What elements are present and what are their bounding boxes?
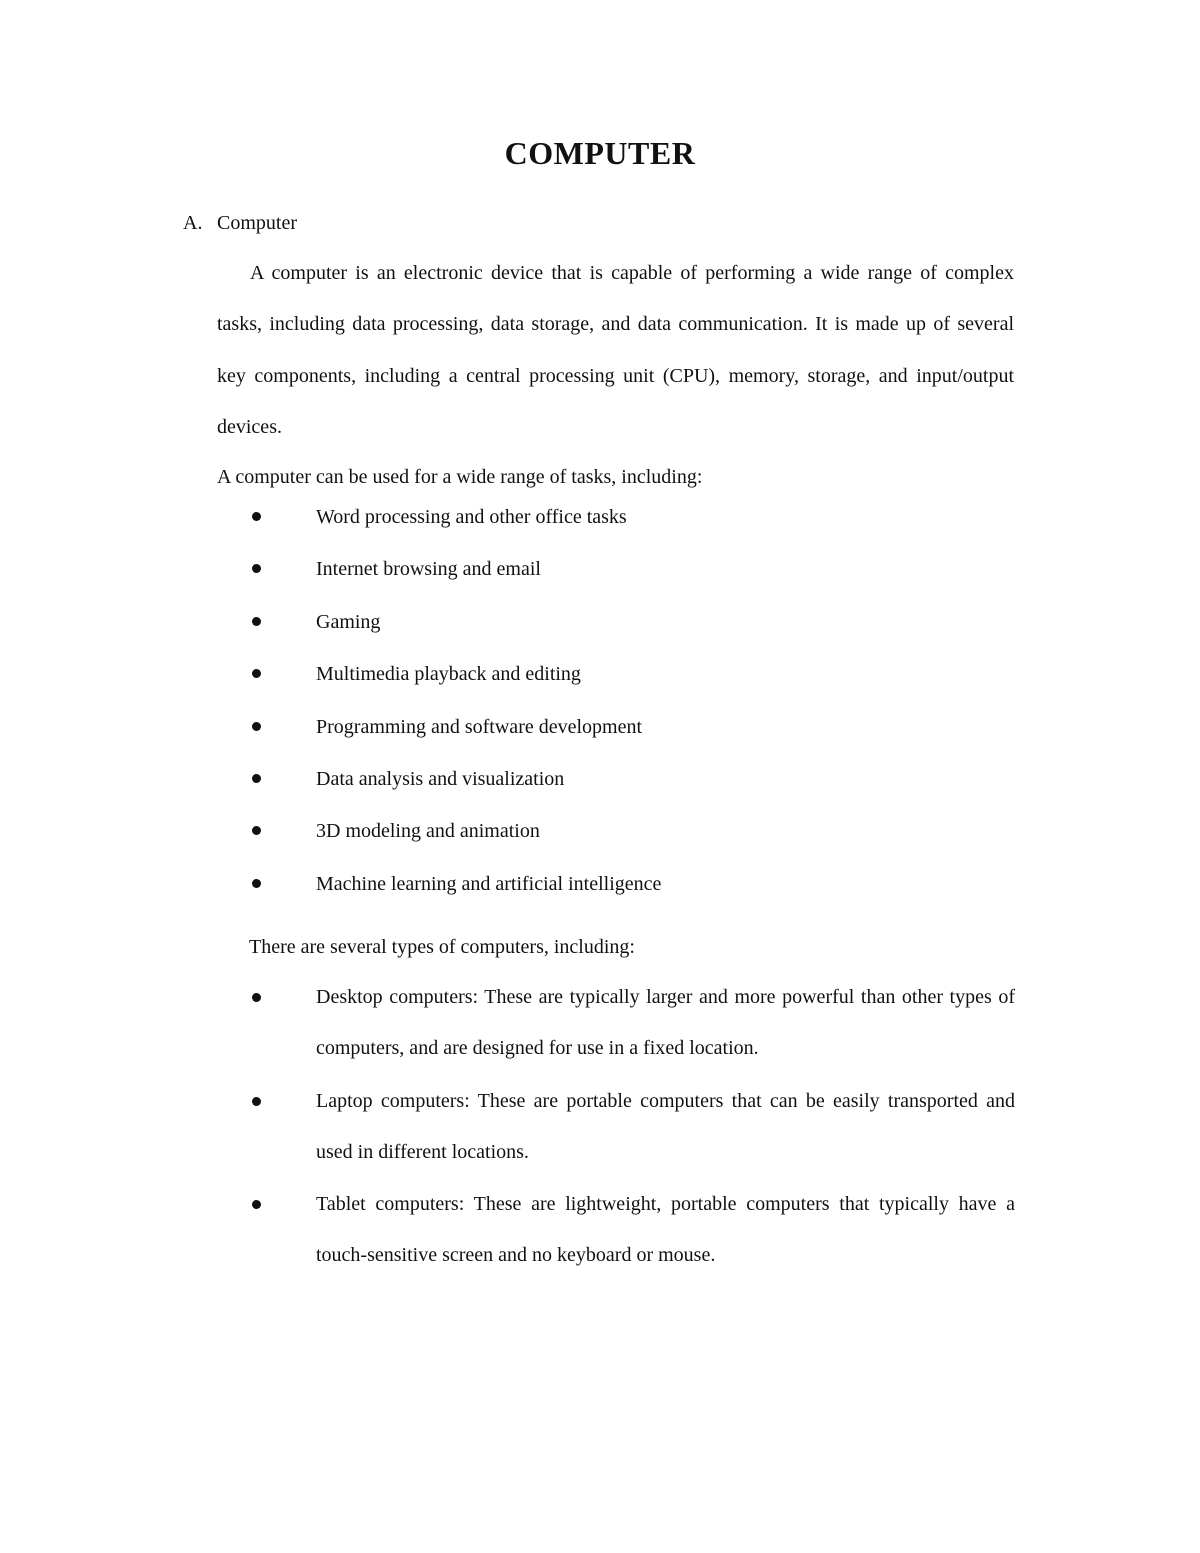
- uses-list: [249, 502, 1015, 921]
- section-marker: A.: [183, 212, 203, 234]
- list-item-text: Word processing and other office tasks: [316, 506, 627, 528]
- bullet-icon: [252, 879, 261, 888]
- list-item: [249, 1179, 1015, 1282]
- bullet-icon: [252, 826, 261, 835]
- list-item-text: 3D modeling and animation: [316, 820, 540, 843]
- bullet-icon: [252, 669, 261, 678]
- list-item-text: Multimedia playback and editing: [316, 663, 581, 686]
- types-list: [249, 972, 1015, 1283]
- list-item-text: Desktop computers: These are typically larger and more powerful than other types of computers, and are designed for use in a fixed location.: [316, 986, 1015, 1060]
- bullet-icon: [252, 774, 261, 783]
- list-item: [249, 607, 1015, 659]
- intro-paragraph: A computer is an electronic device that is capable of performing a wide range of complex tasks, including data processing, data storage, and data communication. It is made up of several key components, including a central processing unit (CPU), memory, storage, and input/output devices.: [217, 262, 1014, 438]
- list-item: [249, 764, 1015, 816]
- list-item: [249, 869, 1015, 921]
- list-item: [249, 554, 1015, 606]
- list-item: [249, 972, 1015, 1075]
- bullet-icon: [252, 564, 261, 573]
- types-intro: There are several types of computers, including:: [249, 936, 635, 958]
- uses-intro: A computer can be used for a wide range of tasks, including:: [217, 466, 703, 488]
- list-item: [249, 816, 1015, 868]
- bullet-icon: [252, 993, 261, 1002]
- bullet-icon: [252, 1200, 261, 1209]
- section-heading-text: Computer: [217, 212, 297, 234]
- list-item: [249, 1076, 1015, 1179]
- list-item-text: Gaming: [316, 610, 381, 633]
- list-item: [249, 712, 1015, 764]
- document-title: COMPUTER: [504, 135, 696, 171]
- list-item-text: Internet browsing and email: [316, 558, 541, 581]
- list-item-text: Tablet computers: These are lightweight, portable computers that typically have a touch-sensitive screen and no keyboard or mouse.: [316, 1193, 1015, 1267]
- list-item: [249, 502, 1015, 554]
- section-heading: [183, 208, 297, 238]
- bullet-icon: [252, 722, 261, 731]
- list-item-text: Data analysis and visualization: [316, 767, 565, 790]
- bullet-icon: [252, 1097, 261, 1106]
- bullet-icon: [252, 512, 261, 521]
- bullet-icon: [252, 617, 261, 626]
- list-item-text: Laptop computers: These are portable computers that can be easily transported and used in different locations.: [316, 1089, 1015, 1163]
- list-item-text: Machine learning and artificial intelligence: [316, 872, 662, 895]
- list-item-text: Programming and software development: [316, 715, 643, 738]
- list-item: [249, 659, 1015, 711]
